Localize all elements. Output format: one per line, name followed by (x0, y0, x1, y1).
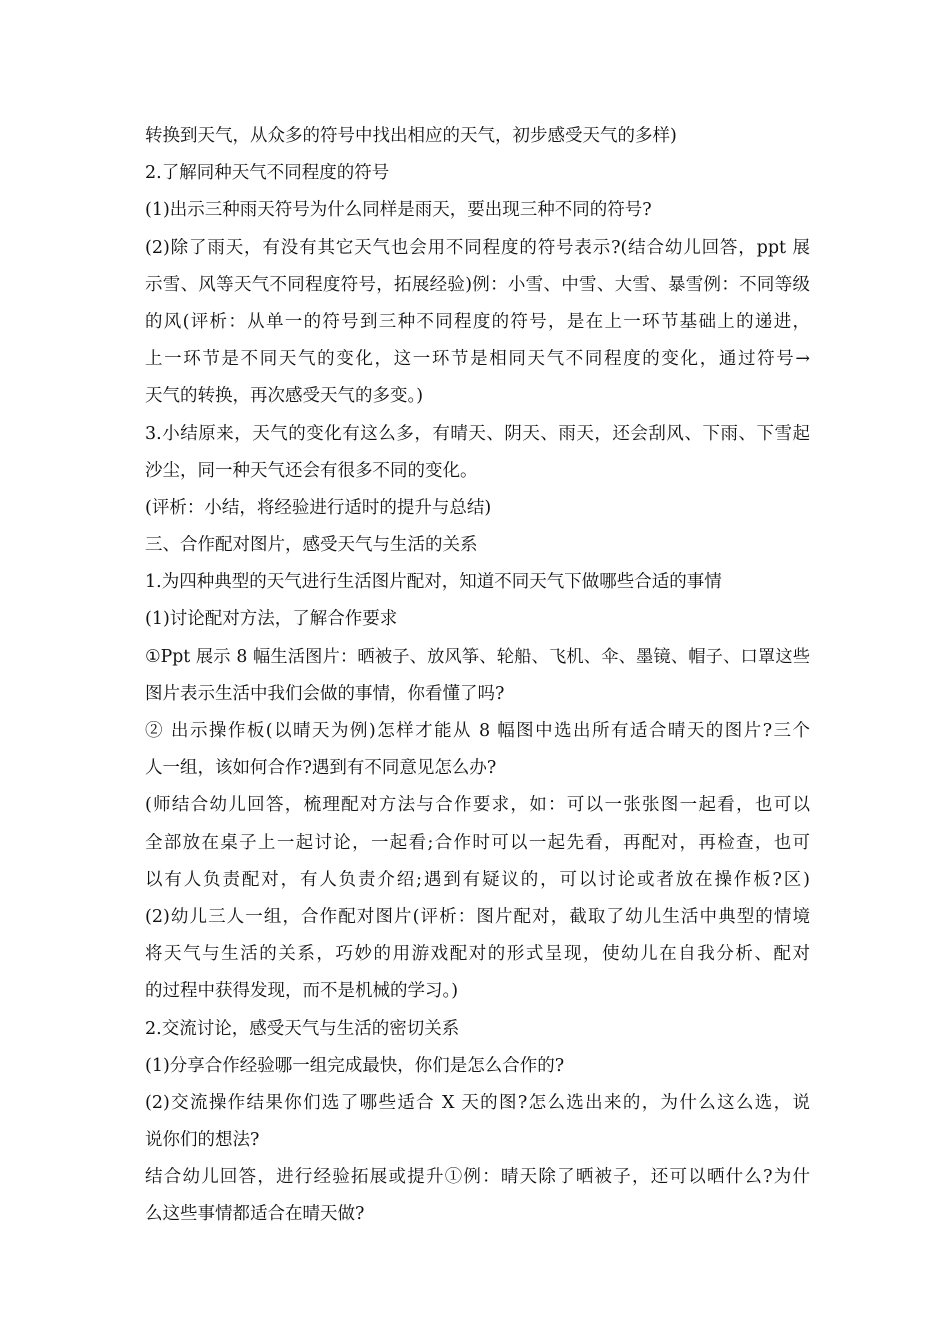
text-line: (1)分享合作经验哪一组完成最快，你们是怎么合作的? (145, 1055, 565, 1076)
text-line: 沙尘，同一种天气还会有很多不同的变化。 (145, 460, 478, 481)
text-line: 3.小结原来，天气的变化有这么多，有晴天、阴天、雨天，还会刮风、下雨、下雪起 (145, 423, 810, 444)
text-line: 以有人负责配对，有人负责介绍;遇到有疑议的，可以讨论或者放在操作板?区) (145, 869, 810, 890)
text-line: ② 出示操作板(以晴天为例)怎样才能从 8 幅图中选出所有适合晴天的图片?三个 (145, 721, 810, 741)
text-line: 的风(评析：从单一的符号到三种不同程度的符号，是在上一环节基础上的递进， (145, 311, 810, 332)
text-line: (2)交流操作结果你们选了哪些适合 X 天的图?怎么选出来的，为什么这么选，说 (145, 1092, 810, 1113)
section-heading: 三、合作配对图片，感受天气与生活的关系 (145, 535, 478, 556)
text-line: 全部放在桌子上一起讨论，一起看;合作时可以一起先看，再配对，再检查，也可 (145, 832, 810, 853)
text-line: 图片表示生活中我们会做的事情，你看懂了吗? (145, 683, 505, 704)
text-line: (师结合幼儿回答，梳理配对方法与合作要求，如：可以一张张图一起看，也可以 (145, 795, 810, 816)
text-line: (2)除了雨天，有没有其它天气也会用不同程度的符号表示?(结合幼儿回答，ppt 展 (145, 237, 810, 258)
section-heading: 2.了解同种天气不同程度的符号 (145, 163, 390, 184)
document-body (145, 118, 810, 1234)
text-line: (2)幼儿三人一组，合作配对图片(评析：图片配对，截取了幼儿生活中典型的情境 (145, 906, 810, 927)
text-line: (1)出示三种雨天符号为什么同样是雨天，要出现三种不同的符号? (145, 200, 652, 221)
text-line: 上一环节是不同天气的变化，这一环节是相同天气不同程度的变化，通过符号→ (145, 349, 810, 370)
text-line: 天气的转换，再次感受天气的多变。) (145, 386, 424, 407)
section-heading: 1.为四种典型的天气进行生活图片配对，知道不同天气下做哪些合适的事情 (145, 572, 722, 593)
text-line: 将天气与生活的关系，巧妙的用游戏配对的形式呈现，使幼儿在自我分析、配对 (145, 944, 810, 965)
text-line: 结合幼儿回答，进行经验拓展或提升①例：晴天除了晒被子，还可以晒什么?为什 (145, 1167, 810, 1188)
text-line: 转换到天气，从众多的符号中找出相应的天气，初步感受天气的多样) (145, 126, 677, 146)
text-line: ①Ppt 展示 8 幅生活图片：晒被子、放风筝、轮船、飞机、伞、墨镜、帽子、口罩这些 (145, 646, 810, 667)
text-line: 示雪、风等天气不同程度符号，拓展经验)例：小雪、中雪、大雪、暴雪例：不同等级 (145, 274, 810, 295)
text-line: 人一组，该如何合作?遇到有不同意见怎么办? (145, 758, 497, 779)
text-line: 么这些事情都适合在晴天做? (145, 1204, 365, 1225)
text-line: 的过程中获得发现，而不是机械的学习。) (145, 981, 459, 1002)
text-line: 说你们的想法? (145, 1130, 260, 1151)
section-heading: 2.交流讨论，感受天气与生活的密切关系 (145, 1018, 460, 1039)
text-line: (1)讨论配对方法，了解合作要求 (145, 609, 398, 630)
text-line: (评析：小结，将经验进行适时的提升与总结) (145, 497, 492, 518)
